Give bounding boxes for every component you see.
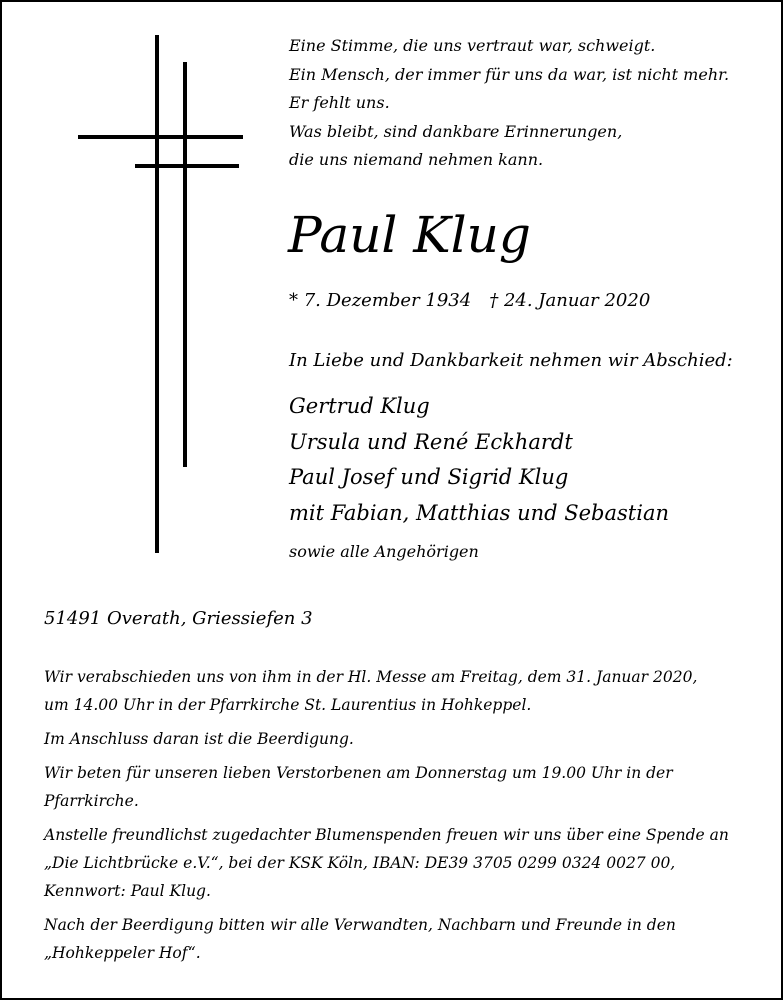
farewell-text: In Liebe und Dankbarkeit nehmen wir Abschied: <box>289 350 733 371</box>
prayer-paragraph <box>44 759 744 815</box>
poem-line: Ein Mensch, der immer für uns da war, ist nicht mehr. <box>289 64 730 84</box>
cross-icon <box>155 35 159 553</box>
mass-line: Wir verabschieden uns von ihm in der Hl. Messe am Freitag, dem 31. Januar 2020, <box>44 668 698 686</box>
poem <box>289 32 729 175</box>
mourners-list <box>289 389 669 531</box>
death-date: † 24. Januar 2020 <box>489 290 651 311</box>
address: 51491 Overath, Griessiefen 3 <box>44 608 313 629</box>
prayer-line: Wir beten für unseren lieben Verstorbenen am Donnerstag um 19.00 Uhr in der <box>44 764 673 782</box>
poem-line: Was bleibt, sind dankbare Erinnerungen, <box>289 121 623 141</box>
mass-line: um 14.00 Uhr in der Pfarrkirche St. Laurentius in Hohkeppel. <box>44 696 532 714</box>
burial-line: Im Anschluss daran ist die Beerdigung. <box>44 730 354 748</box>
life-dates <box>289 286 650 316</box>
mourner-name: Ursula und René Eckhardt <box>289 429 573 454</box>
deceased-name: Paul Klug <box>288 206 531 264</box>
burial-paragraph <box>44 725 744 753</box>
poem-line: Eine Stimme, die uns vertraut war, schweigt. <box>289 36 656 55</box>
donation-line: Kennwort: Paul Klug. <box>44 882 211 900</box>
cross-icon-crossbar <box>78 135 243 139</box>
after-burial-line: „Hohkeppeler Hof“. <box>44 944 201 962</box>
mourner-name: Gertrud Klug <box>289 394 430 418</box>
relatives-text: sowie alle Angehörigen <box>289 542 479 561</box>
donation-line: „Die Lichtbrücke e.V.“, bei der KSK Köln, IBAN: DE39 3705 0299 0324 0027 00, <box>44 854 676 872</box>
poem-line: die uns niemand nehmen kann. <box>289 150 544 169</box>
mourner-name: mit Fabian, Matthias und Sebastian <box>289 500 669 525</box>
poem-line: Er fehlt uns. <box>289 93 390 112</box>
prayer-line: Pfarrkirche. <box>44 792 139 810</box>
donation-paragraph <box>44 821 744 905</box>
birth-date: * 7. Dezember 1934 <box>289 290 472 311</box>
donation-line: Anstelle freundlichst zugedachter Blumenspenden freuen wir uns über eine Spende an <box>44 826 729 844</box>
after-burial-paragraph <box>44 911 744 967</box>
mourner-name: Paul Josef und Sigrid Klug <box>289 465 569 489</box>
cross-icon-crossbar-secondary <box>135 164 239 168</box>
mass-paragraph <box>44 663 744 719</box>
cross-icon-secondary-beam <box>183 62 187 467</box>
service-information <box>44 663 744 973</box>
after-burial-line: Nach der Beerdigung bitten wir alle Verwandten, Nachbarn und Freunde in den <box>44 916 676 934</box>
